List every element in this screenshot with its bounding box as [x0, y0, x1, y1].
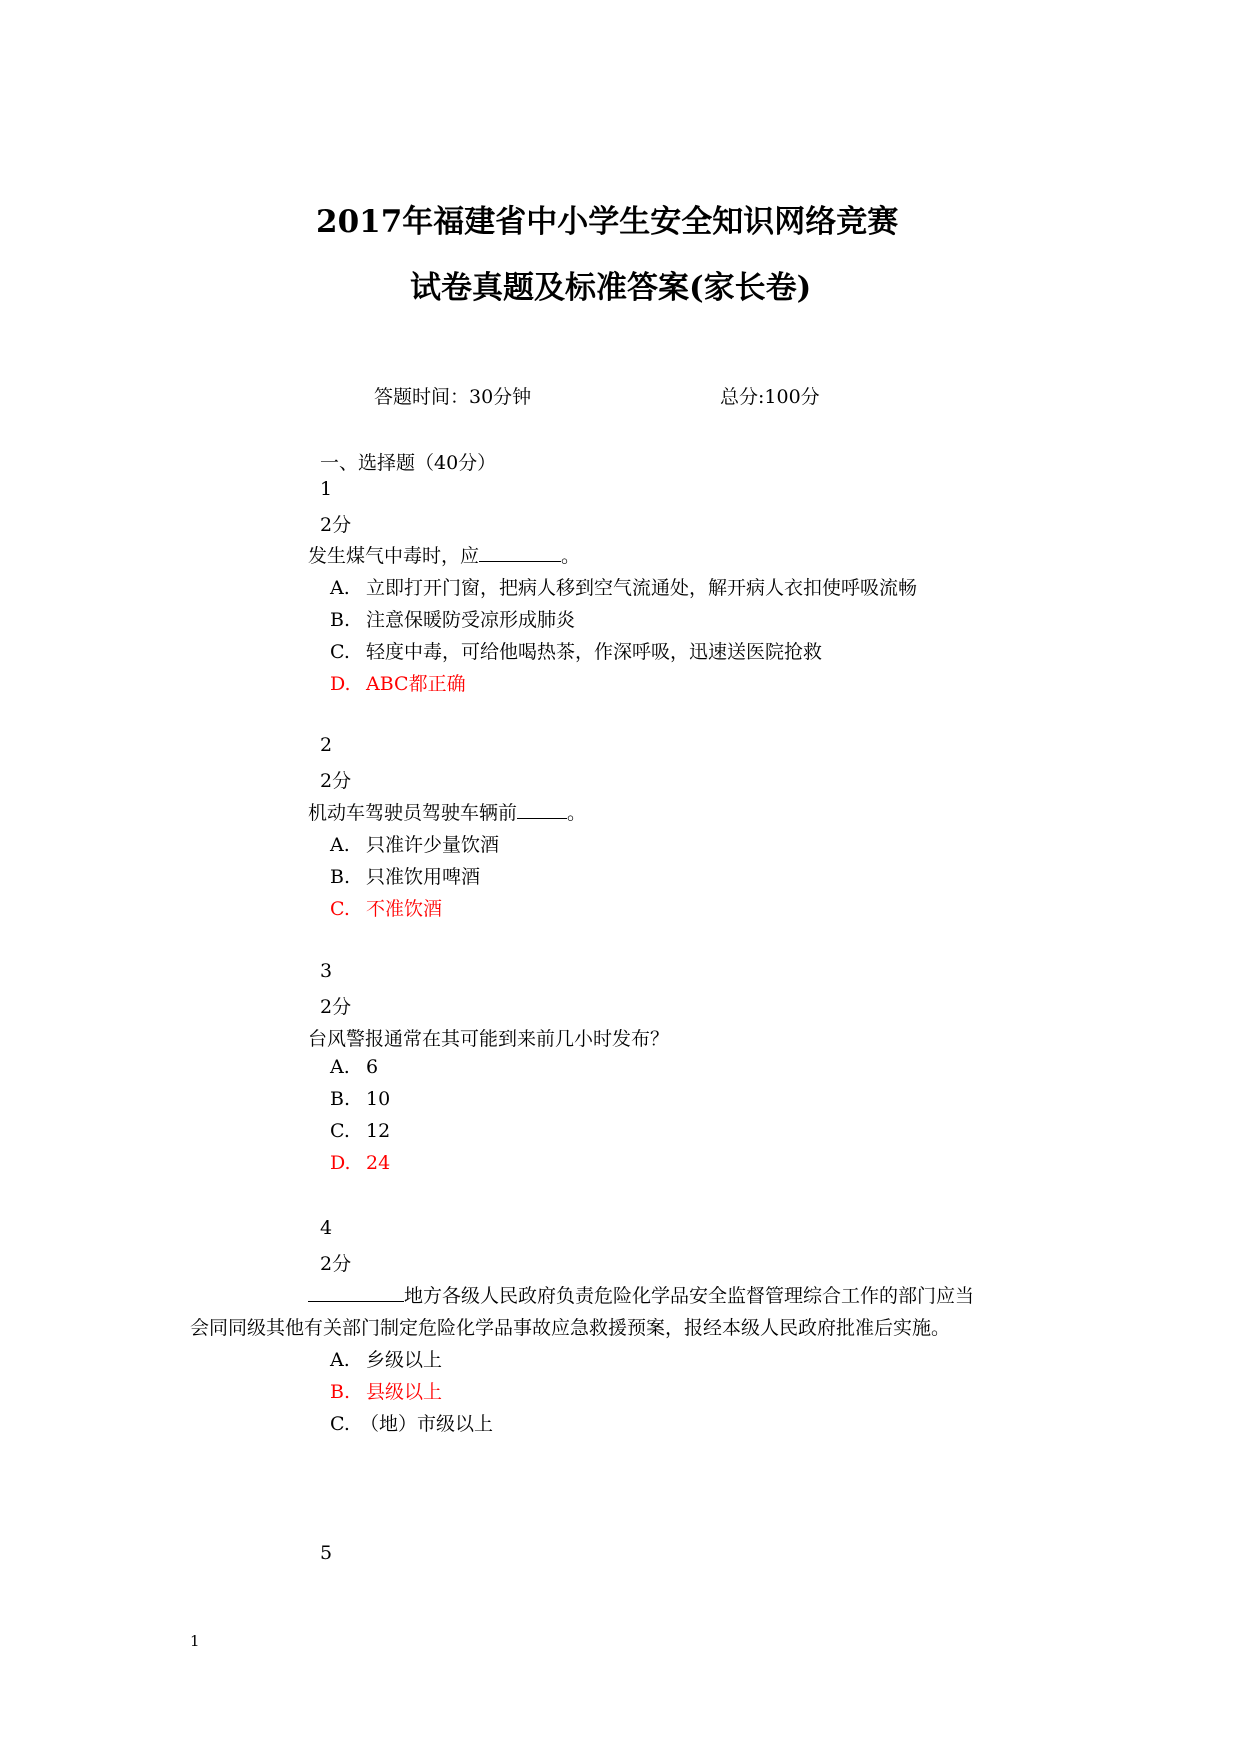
- question-number: 1: [320, 478, 333, 500]
- option: [330, 1088, 390, 1110]
- exam-total-score: 总分:100分: [720, 386, 820, 408]
- option: [330, 830, 499, 857]
- document-title: 2017年福建省中小学生安全知识网络竞赛: [316, 204, 899, 240]
- option-correct: [330, 1152, 390, 1174]
- option-correct: [330, 669, 466, 696]
- question-number: 4: [320, 1217, 333, 1239]
- question-stem: [308, 541, 580, 568]
- option-letter: C.: [330, 1120, 350, 1142]
- option-letter: A.: [330, 577, 350, 599]
- stem-text: 。: [561, 545, 581, 567]
- document-subtitle: 试卷真题及标准答案(家长卷): [410, 270, 812, 306]
- question-stem: 台风警报通常在其可能到来前几小时发布？: [308, 1028, 670, 1050]
- option-letter: B.: [330, 866, 351, 888]
- option-letter: A.: [330, 1349, 350, 1371]
- stem-text: 发生煤气中毒时，应: [308, 545, 480, 567]
- option-text: 不准饮酒: [366, 898, 443, 920]
- option: [330, 1345, 442, 1372]
- stem-text: 地方各级人民政府负责危险化学品安全监督管理综合工作的部门应当: [404, 1285, 975, 1307]
- option-text: 注意保暖防受凉形成肺炎: [366, 609, 576, 631]
- option-text: 6: [366, 1056, 379, 1078]
- answer-blank: [479, 543, 561, 562]
- option: [330, 862, 480, 889]
- option-text: 只准饮用啤酒: [366, 866, 481, 888]
- option-letter: D.: [330, 673, 351, 695]
- option-text: 乡级以上: [366, 1349, 443, 1371]
- option-correct: [330, 1377, 442, 1404]
- option-text: 立即打开门窗，把病人移到空气流通处，解开病人衣扣使呼吸流畅: [366, 577, 918, 599]
- option-text: ABC都正确: [366, 673, 466, 695]
- option-text: （地）市级以上: [360, 1413, 494, 1435]
- question-number: 5: [320, 1542, 333, 1564]
- option: [330, 605, 575, 632]
- option: [330, 573, 917, 600]
- question-stem: [308, 1281, 974, 1308]
- section-heading: 一、选择题（40分）: [320, 452, 497, 474]
- stem-text: 。: [567, 802, 587, 824]
- option: [330, 1056, 378, 1078]
- option-letter: A.: [330, 834, 350, 856]
- option-correct: [330, 894, 442, 921]
- option-letter: C.: [330, 898, 350, 920]
- answer-blank: [308, 1283, 404, 1302]
- option-text: 县级以上: [366, 1381, 443, 1403]
- option-text: 10: [366, 1088, 391, 1110]
- question-stem: [308, 798, 586, 825]
- question-points: 2分: [320, 996, 352, 1018]
- option-letter: B.: [330, 1381, 351, 1403]
- option-text: 24: [366, 1152, 391, 1174]
- option-letter: C.: [330, 641, 350, 663]
- option-letter: D.: [330, 1152, 351, 1174]
- question-number: 3: [320, 960, 333, 982]
- question-points: 2分: [320, 770, 352, 792]
- option-letter: A.: [330, 1056, 350, 1078]
- stem-text: 机动车驾驶员驾驶车辆前: [308, 802, 518, 824]
- option-text: 只准许少量饮酒: [366, 834, 500, 856]
- option-text: 轻度中毒，可给他喝热茶，作深呼吸，迅速送医院抢救: [366, 641, 823, 663]
- option-letter: C.: [330, 1413, 350, 1435]
- option: [330, 1120, 390, 1142]
- option-letter: B.: [330, 1088, 351, 1110]
- page-number: 1: [190, 1632, 200, 1650]
- option: [330, 1409, 493, 1436]
- exam-time: 答题时间：30分钟: [374, 386, 532, 408]
- option-letter: B.: [330, 609, 351, 631]
- option-text: 12: [366, 1120, 391, 1142]
- option: [330, 637, 822, 664]
- question-points: 2分: [320, 514, 352, 536]
- question-number: 2: [320, 734, 333, 756]
- answer-blank: [517, 800, 567, 819]
- question-points: 2分: [320, 1253, 352, 1275]
- question-stem-continued: 会同同级其他有关部门制定危险化学品事故应急救援预案，报经本级人民政府批准后实施。: [190, 1317, 951, 1339]
